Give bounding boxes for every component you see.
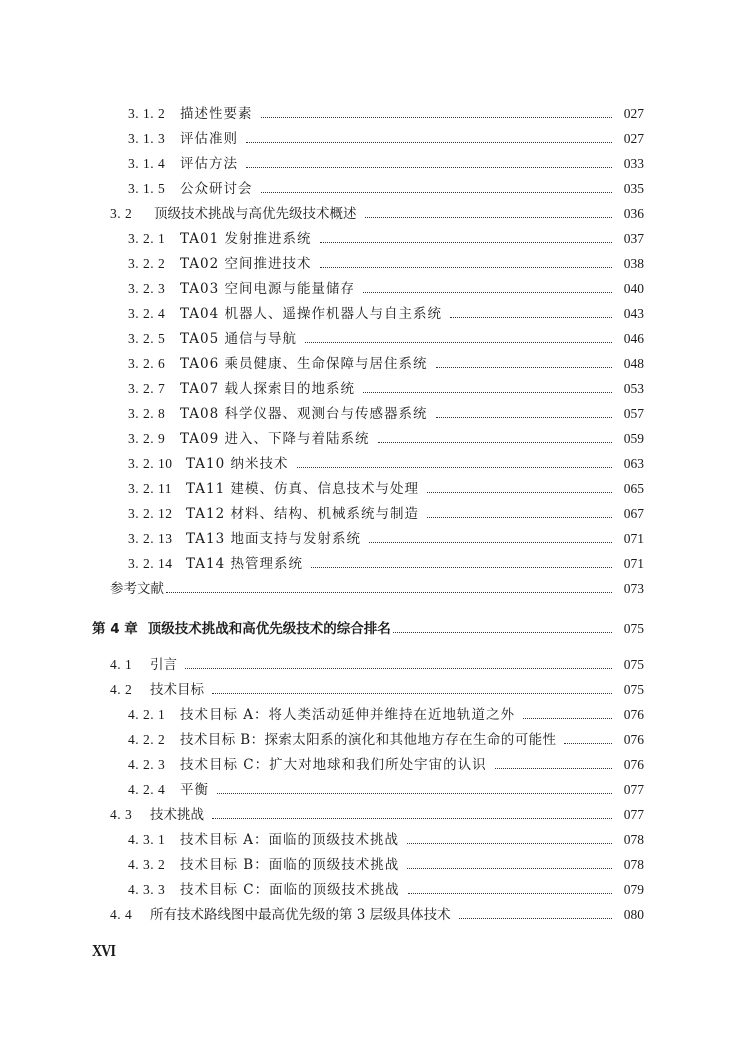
dot-leader — [459, 918, 612, 919]
dot-leader — [564, 743, 612, 744]
dot-leader — [185, 668, 612, 669]
toc-entry-number: 3. 2. 1 — [128, 231, 166, 246]
dot-leader — [166, 592, 612, 593]
toc-entry-title: TA04 机器人、遥操作机器人与自主系统 — [180, 306, 442, 322]
toc-entry-title: TA13 地面支持与发射系统 — [186, 531, 361, 547]
toc-entry[interactable] — [128, 403, 644, 425]
toc-entry-title: 平衡 — [180, 782, 209, 798]
toc-entry[interactable] — [128, 128, 644, 150]
toc-entry-title: 技术目标 — [150, 682, 204, 698]
toc-entry[interactable] — [128, 729, 644, 751]
toc-entry-title: 技术目标 B：探索太阳系的演化和其他地方存在生命的可能性 — [180, 732, 557, 748]
toc-entry-title: TA03 空间电源与能量储存 — [180, 281, 355, 297]
toc-entry-number: 3. 2. 10 — [128, 456, 173, 471]
toc-entry-number: 3. 2. 7 — [128, 381, 166, 396]
toc-entry[interactable] — [128, 378, 644, 400]
toc-entry-title: 评估准则 — [180, 131, 238, 147]
toc-entry[interactable] — [110, 804, 644, 826]
dot-leader — [427, 492, 612, 493]
toc-entry-page: 075 — [623, 657, 644, 672]
toc-entry-page: 065 — [623, 481, 644, 496]
toc-entry[interactable] — [128, 704, 644, 726]
toc-entry-page: 043 — [623, 306, 644, 321]
dot-leader — [261, 117, 613, 118]
toc-entry-page: 037 — [623, 231, 644, 246]
toc-entry[interactable] — [128, 428, 644, 450]
toc-entry[interactable] — [128, 353, 644, 375]
toc-entry-number: 3. 2. 11 — [128, 481, 172, 496]
toc-entry[interactable] — [128, 153, 644, 175]
dot-leader — [212, 693, 612, 694]
toc-entry[interactable] — [128, 303, 644, 325]
dot-leader — [363, 392, 612, 393]
toc-entry-number: 3. 1. 3 — [128, 131, 166, 146]
toc-entry-number: 3. 2. 3 — [128, 281, 166, 296]
toc-entry-number: 3. 2. 5 — [128, 331, 166, 346]
toc-entry[interactable] — [128, 278, 644, 300]
toc-entry-number: 4. 3. 1 — [128, 832, 166, 847]
toc-entry-page: 071 — [623, 556, 644, 571]
toc-entry-title: TA09 进入、下降与着陆系统 — [180, 431, 370, 447]
toc-entry[interactable] — [128, 829, 644, 851]
toc-entry[interactable] — [110, 654, 644, 676]
toc-entry-page: 048 — [623, 356, 644, 371]
toc-entry[interactable] — [128, 253, 644, 275]
dot-leader — [320, 242, 613, 243]
dot-leader — [427, 517, 612, 518]
toc-entry-page: 027 — [623, 106, 644, 121]
dot-leader — [246, 167, 612, 168]
toc-entry-number: 4. 3. 2 — [128, 857, 166, 872]
toc-entry-number: 3. 2 — [110, 206, 133, 221]
toc-entry-page: 080 — [623, 907, 644, 922]
toc-entry[interactable] — [128, 178, 644, 200]
toc-entry-page: 079 — [623, 882, 644, 897]
toc-entry-title: 描述性要素 — [180, 106, 253, 122]
toc-entry[interactable] — [128, 228, 644, 250]
toc-entry-title: TA02 空间推进技术 — [180, 256, 312, 272]
toc-entry-page: 078 — [623, 832, 644, 847]
toc-entry[interactable] — [128, 553, 644, 575]
toc-entry[interactable] — [110, 904, 644, 926]
toc-entry-title: 参考文献 — [110, 581, 164, 597]
toc-entry-title: TA14 热管理系统 — [186, 556, 303, 572]
toc-entry-page: 077 — [623, 807, 644, 822]
dot-leader — [311, 567, 612, 568]
toc-entry-page: 075 — [623, 621, 644, 636]
dot-leader — [378, 442, 613, 443]
dot-leader — [393, 632, 612, 633]
toc-entry-title: 技术目标 A：将人类活动延伸并维持在近地轨道之外 — [180, 707, 516, 723]
toc-entry-title: 所有技术路线图中最高优先级的第 3 层级具体技术 — [150, 907, 451, 923]
toc-entry-number: 4. 2. 1 — [128, 707, 166, 722]
toc-entry-page: 057 — [623, 406, 644, 421]
toc-entry[interactable] — [128, 328, 644, 350]
toc-entry-page: 078 — [623, 857, 644, 872]
toc-entry-title: 公众研讨会 — [180, 181, 253, 197]
toc-entry-page: 033 — [623, 156, 644, 171]
toc-entry-page: 038 — [623, 256, 644, 271]
toc-entry[interactable] — [128, 528, 644, 550]
toc-entry-number: 4. 2 — [110, 682, 133, 697]
toc-entry-page: 067 — [623, 506, 644, 521]
toc-entry-title: TA01 发射推进系统 — [180, 231, 312, 247]
toc-entry[interactable] — [128, 754, 644, 776]
toc-entry-number: 3. 2. 2 — [128, 256, 166, 271]
toc-chapter-title: 顶级技术挑战和高优先级技术的综合排名 — [147, 621, 391, 637]
toc-entry-page: 053 — [623, 381, 644, 396]
dot-leader — [365, 217, 613, 218]
toc-entry-title: 顶级技术挑战与高优先级技术概述 — [154, 206, 357, 222]
toc-entry-title: 技术目标 C：面临的顶级技术挑战 — [180, 882, 400, 898]
dot-leader — [523, 718, 612, 719]
toc-entry-page: 027 — [623, 131, 644, 146]
toc-entry-number: 3. 2. 4 — [128, 306, 166, 321]
toc-entry-page: 035 — [623, 181, 644, 196]
toc-entry-number: 3. 1. 5 — [128, 181, 166, 196]
toc-entry-page: 059 — [623, 431, 644, 446]
toc-entry-title: TA08 科学仪器、观测台与传感器系统 — [180, 406, 428, 422]
toc-entry-number: 3. 2. 8 — [128, 406, 166, 421]
toc-entry-page: 076 — [623, 707, 644, 722]
toc-entry-page: 076 — [623, 732, 644, 747]
toc-entry-title: 评估方法 — [180, 156, 238, 172]
page-number: XVI — [92, 941, 116, 960]
toc-entry[interactable] — [128, 103, 644, 125]
toc-chapter-heading[interactable] — [92, 618, 644, 640]
toc-entry-number: 4. 2. 2 — [128, 732, 166, 747]
toc-entry-number: 4. 3. 3 — [128, 882, 166, 897]
dot-leader — [407, 868, 612, 869]
toc-entry-number: 3. 2. 13 — [128, 531, 173, 546]
toc-chapter-number: 第 4 章 — [92, 621, 138, 637]
toc-entry-number: 3. 2. 12 — [128, 506, 173, 521]
dot-leader — [212, 818, 612, 819]
toc-entry-number: 3. 1. 4 — [128, 156, 166, 171]
toc-entry-number: 4. 2. 3 — [128, 757, 166, 772]
dot-leader — [369, 542, 612, 543]
toc-entry-number: 4. 1 — [110, 657, 133, 672]
toc-entry-number: 3. 2. 6 — [128, 356, 166, 371]
dot-leader — [305, 342, 612, 343]
toc-entry-page: 036 — [623, 206, 644, 221]
toc-entry-references[interactable] — [110, 578, 644, 600]
toc-entry-number: 4. 2. 4 — [128, 782, 166, 797]
dot-leader — [450, 317, 612, 318]
dot-leader — [363, 292, 612, 293]
toc-entry-number: 3. 2. 9 — [128, 431, 166, 446]
dot-leader — [495, 768, 612, 769]
toc-entry-title: 技术目标 C：扩大对地球和我们所处宇宙的认识 — [180, 757, 487, 773]
toc-entry[interactable] — [128, 854, 644, 876]
toc-entry-title: TA07 载人探索目的地系统 — [180, 381, 355, 397]
dot-leader — [436, 367, 613, 368]
toc-entry-page: 071 — [623, 531, 644, 546]
toc-entry[interactable] — [110, 203, 644, 225]
toc-entry[interactable] — [128, 478, 644, 500]
toc-entry[interactable] — [128, 453, 644, 475]
toc-entry-page: 077 — [623, 782, 644, 797]
dot-leader — [320, 267, 613, 268]
toc-entry-title: 技术挑战 — [150, 807, 204, 823]
toc-entry-page: 075 — [623, 682, 644, 697]
toc-entry-title: 技术目标 B：面临的顶级技术挑战 — [180, 857, 400, 873]
toc-entry-page: 040 — [623, 281, 644, 296]
toc-entry-number: 3. 2. 14 — [128, 556, 173, 571]
toc-entry-title: TA12 材料、结构、机械系统与制造 — [186, 506, 419, 522]
toc-entry-number: 4. 3 — [110, 807, 133, 822]
toc-entry[interactable] — [128, 779, 644, 801]
dot-leader — [246, 142, 612, 143]
toc-entry-title: TA11 建模、仿真、信息技术与处理 — [186, 481, 419, 497]
toc-entry-title: 引言 — [150, 657, 177, 673]
dot-leader — [217, 793, 612, 794]
toc-entry-title: TA06 乘员健康、生命保障与居住系统 — [180, 356, 428, 372]
dot-leader — [436, 417, 613, 418]
toc-entry-page: 076 — [623, 757, 644, 772]
toc-entry[interactable] — [128, 879, 644, 901]
toc-entry[interactable] — [110, 679, 644, 701]
toc-entry-page: 073 — [623, 581, 644, 596]
toc-entry-number: 3. 1. 2 — [128, 106, 166, 121]
dot-leader — [407, 843, 612, 844]
toc-entry-number: 4. 4 — [110, 907, 133, 922]
dot-leader — [297, 467, 613, 468]
toc-entry-title: TA05 通信与导航 — [180, 331, 297, 347]
dot-leader — [261, 192, 613, 193]
toc-entry-title: 技术目标 A：面临的顶级技术挑战 — [180, 832, 400, 848]
toc-entry[interactable] — [128, 503, 644, 525]
toc-entry-page: 046 — [623, 331, 644, 346]
toc-entry-title: TA10 纳米技术 — [186, 456, 289, 472]
toc-entry-page: 063 — [623, 456, 644, 471]
dot-leader — [408, 893, 612, 894]
